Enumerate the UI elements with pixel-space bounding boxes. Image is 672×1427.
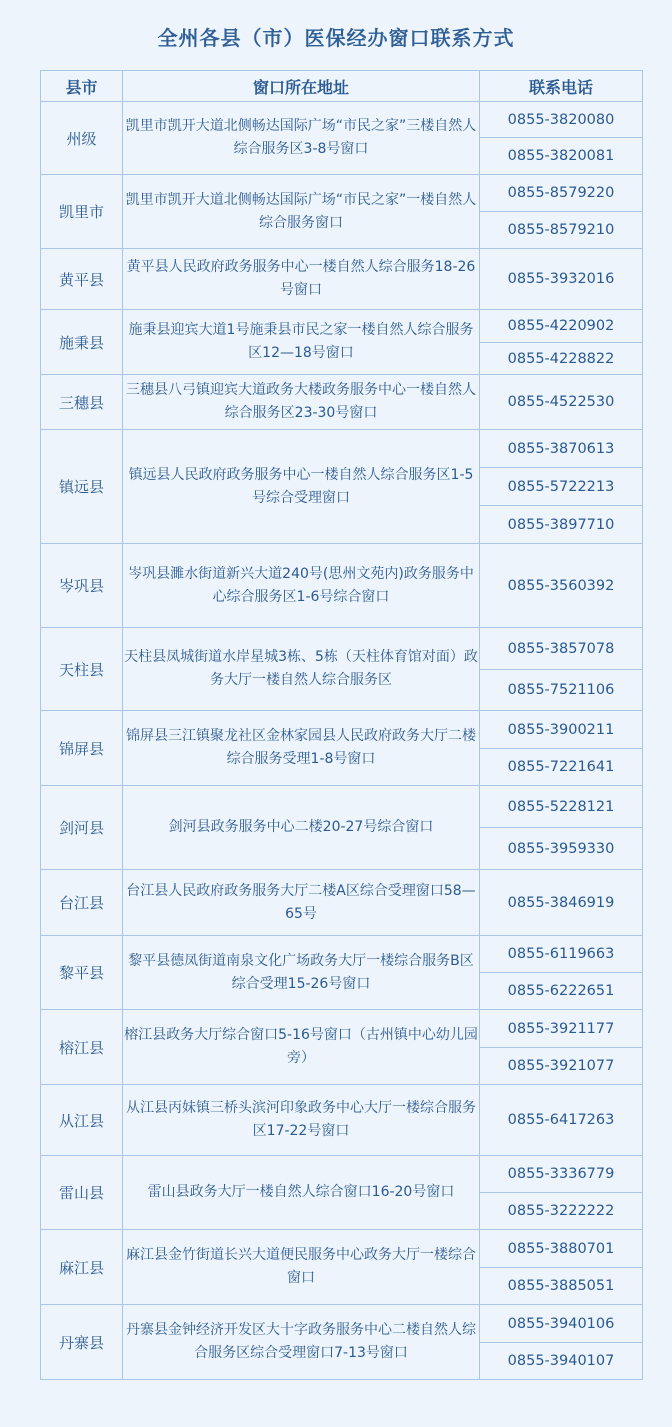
phone-cell: 0855-3870613 (480, 430, 643, 468)
table-row (41, 628, 643, 670)
county-cell: 天柱县 (41, 628, 123, 711)
phone-cell: 0855-3921077 (480, 1048, 643, 1085)
address-cell: 黄平县人民政府政务服务中心一楼自然人综合服务18-26号窗口 (123, 249, 480, 310)
phone-cell: 0855-3897710 (480, 506, 643, 544)
county-cell: 岑巩县 (41, 544, 123, 628)
address-cell: 三穗县八弓镇迎宾大道政务大楼政务服务中心一楼自然人综合服务区23-30号窗口 (123, 375, 480, 430)
county-cell: 凯里市 (41, 175, 123, 249)
county-cell: 剑河县 (41, 786, 123, 870)
phone-cell: 0855-3336779 (480, 1156, 643, 1193)
phone-cell: 0855-3846919 (480, 870, 643, 936)
page-title: 全州各县（市）医保经办窗口联系方式 (157, 26, 515, 50)
phone-cell: 0855-7221641 (480, 749, 643, 786)
county-cell: 锦屏县 (41, 711, 123, 786)
county-cell: 从江县 (41, 1085, 123, 1156)
phone-cell: 0855-4228822 (480, 343, 643, 375)
table-row (41, 1085, 643, 1156)
county-cell: 丹寨县 (41, 1305, 123, 1380)
phone-cell: 0855-3222222 (480, 1193, 643, 1230)
phone-cell: 0855-4522530 (480, 375, 643, 430)
phone-cell: 0855-6222651 (480, 973, 643, 1010)
address-cell: 施秉县迎宾大道1号施秉县市民之家一楼自然人综合服务区12—18号窗口 (123, 310, 480, 375)
county-cell: 州级 (41, 102, 123, 175)
address-cell: 凯里市凯开大道北侧畅达国际广场“市民之家”一楼自然人综合服务窗口 (123, 175, 480, 249)
address-cell: 台江县人民政府政务服务大厅二楼A区综合受理窗口58—65号 (123, 870, 480, 936)
table-row (41, 102, 643, 138)
phone-cell: 0855-6119663 (480, 936, 643, 973)
table-row (41, 936, 643, 973)
address-cell: 剑河县政务服务中心二楼20-27号综合窗口 (123, 786, 480, 870)
phone-cell: 0855-5228121 (480, 786, 643, 828)
table-row (41, 1156, 643, 1193)
table-row (41, 711, 643, 749)
header-phone: 联系电话 (480, 71, 643, 102)
phone-cell: 0855-3959330 (480, 828, 643, 870)
phone-cell: 0855-5722213 (480, 468, 643, 506)
table-row (41, 870, 643, 936)
address-cell: 从江县丙妹镇三桥头滨河印象政务中心大厅一楼综合服务区17-22号窗口 (123, 1085, 480, 1156)
address-cell: 雷山县政务大厅一楼自然人综合窗口16-20号窗口 (123, 1156, 480, 1230)
address-cell: 岑巩县濉水街道新兴大道240号(思州文苑内)政务服务中心综合服务区1-6号综合窗口 (123, 544, 480, 628)
address-cell: 天柱县凤城街道水岸星城3栋、5栋（天柱体育馆对面）政务大厅一楼自然人综合服务区 (123, 628, 480, 711)
phone-cell: 0855-8579220 (480, 175, 643, 212)
phone-cell: 0855-3940106 (480, 1305, 643, 1343)
county-cell: 黄平县 (41, 249, 123, 310)
county-cell: 榕江县 (41, 1010, 123, 1085)
phone-cell: 0855-7521106 (480, 670, 643, 711)
table-row (41, 375, 643, 430)
address-cell: 锦屏县三江镇聚龙社区金林家园县人民政府政务大厅二楼综合服务受理1-8号窗口 (123, 711, 480, 786)
phone-cell: 0855-3820081 (480, 138, 643, 175)
phone-cell: 0855-4220902 (480, 310, 643, 343)
phone-cell: 0855-3820080 (480, 102, 643, 138)
table-row (41, 1305, 643, 1343)
table-row (41, 175, 643, 212)
county-cell: 三穗县 (41, 375, 123, 430)
county-cell: 雷山县 (41, 1156, 123, 1230)
address-cell: 凯里市凯开大道北侧畅达国际广场“市民之家”三楼自然人综合服务区3-8号窗口 (123, 102, 480, 175)
phone-cell: 0855-3940107 (480, 1343, 643, 1380)
table-row (41, 1230, 643, 1268)
table-row (41, 544, 643, 628)
phone-cell: 0855-6417263 (480, 1085, 643, 1156)
phone-cell: 0855-8579210 (480, 212, 643, 249)
table-row (41, 786, 643, 828)
table-row (41, 1010, 643, 1048)
phone-cell: 0855-3885051 (480, 1268, 643, 1305)
phone-cell: 0855-3880701 (480, 1230, 643, 1268)
address-cell: 镇远县人民政府政务服务中心一楼自然人综合服务区1-5号综合受理窗口 (123, 430, 480, 544)
county-cell: 麻江县 (41, 1230, 123, 1305)
phone-cell: 0855-3560392 (480, 544, 643, 628)
table-row (41, 249, 643, 310)
contacts-table (40, 70, 643, 1380)
phone-cell: 0855-3857078 (480, 628, 643, 670)
header-county: 县市 (41, 71, 123, 102)
county-cell: 施秉县 (41, 310, 123, 375)
phone-cell: 0855-3921177 (480, 1010, 643, 1048)
phone-cell: 0855-3932016 (480, 249, 643, 310)
address-cell: 丹寨县金钟经济开发区大十字政务服务中心二楼自然人综合服务区综合受理窗口7-13号窗口 (123, 1305, 480, 1380)
county-cell: 镇远县 (41, 430, 123, 544)
address-cell: 麻江县金竹街道长兴大道便民服务中心政务大厅一楼综合窗口 (123, 1230, 480, 1305)
county-cell: 黎平县 (41, 936, 123, 1010)
table-row (41, 310, 643, 343)
phone-cell: 0855-3900211 (480, 711, 643, 749)
table-row (41, 430, 643, 468)
address-cell: 黎平县德凤街道南泉文化广场政务大厅一楼综合服务B区综合受理15-26号窗口 (123, 936, 480, 1010)
address-cell: 榕江县政务大厅综合窗口5-16号窗口（古州镇中心幼儿园旁） (123, 1010, 480, 1085)
table-header-row (41, 71, 643, 102)
county-cell: 台江县 (41, 870, 123, 936)
header-address: 窗口所在地址 (123, 71, 480, 102)
